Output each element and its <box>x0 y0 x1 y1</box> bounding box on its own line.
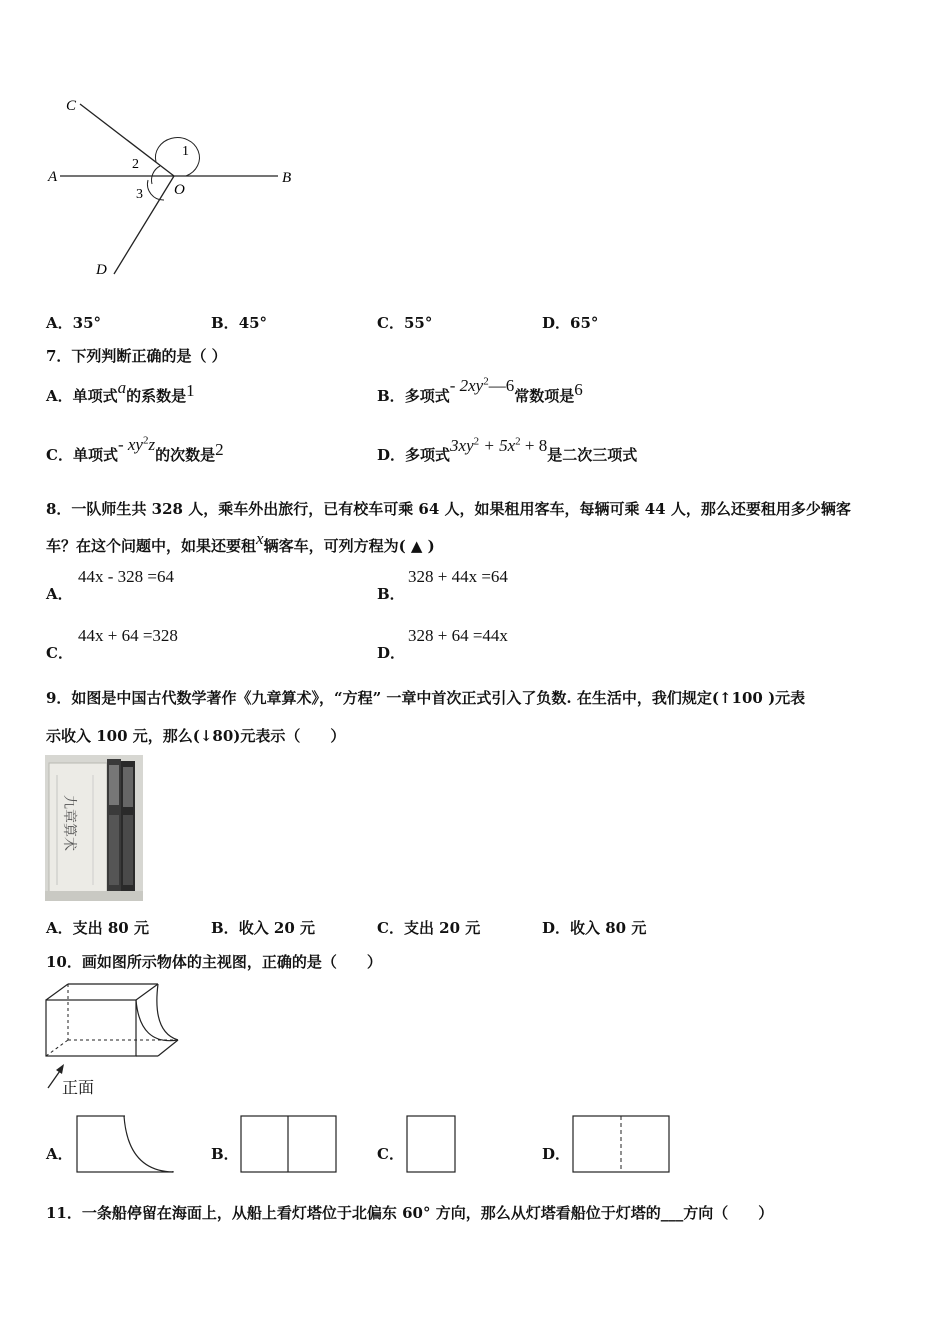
option-text: 常数项是 <box>514 387 575 405</box>
q10-option-b-figure[interactable] <box>240 1115 338 1175</box>
q10-stem: 10．画如图所示物体的主视图，正确的是（ ） <box>46 953 382 971</box>
q6-option-b[interactable] <box>211 312 267 333</box>
option-text: 多项式 <box>405 446 451 464</box>
option-text: 35° <box>72 314 102 332</box>
label-o: O <box>174 182 185 198</box>
angle-figure <box>40 92 310 287</box>
q8-stem-line2: 车？在这个问题中，如果还要租x辆客车，可列方程为( ▲ ) <box>46 529 435 555</box>
math-expression: - $2xy^2—6$ <box>449 375 515 395</box>
q10-option-d-letter[interactable]: D． <box>542 1145 571 1163</box>
option-text: 支出 20 元 <box>403 919 481 937</box>
option-letter: B． <box>377 387 405 405</box>
option-text: 收入 20 元 <box>238 919 316 937</box>
q8-option-a-letter[interactable]: A． <box>46 585 73 603</box>
option-letter: B． <box>211 314 239 332</box>
option-text: 65° <box>570 314 599 332</box>
q7-stem: 7．下列判断正确的是（ ） <box>46 347 227 365</box>
option-letter: A． <box>46 387 73 405</box>
option-letter: D． <box>542 314 571 332</box>
label-a: A <box>48 169 58 185</box>
q10-option-c-figure[interactable] <box>406 1115 458 1175</box>
option-text: 多项式 <box>404 387 450 405</box>
option-text: 支出 80 元 <box>72 919 149 937</box>
math-value: 1 <box>186 381 195 400</box>
option-text: 的次数是 <box>155 446 216 464</box>
front-view-label: 正面 <box>62 1078 95 1097</box>
q10-option-a-figure[interactable] <box>76 1115 176 1175</box>
q8-option-c-letter[interactable]: C． <box>46 644 73 662</box>
label-d: D <box>96 262 107 278</box>
option-letter: D． <box>377 446 406 464</box>
option-text: 是二次三项式 <box>547 446 638 464</box>
q9-option-b[interactable] <box>211 917 315 938</box>
option-text: 单项式 <box>72 387 118 405</box>
option-text: 的系数是 <box>126 387 187 405</box>
label-c: C <box>66 98 77 114</box>
math-value: 2 <box>215 440 224 459</box>
option-text: 收入 80 元 <box>570 919 647 937</box>
q8-option-b-equation: 328 + 44x =64 <box>408 567 508 586</box>
q9-option-d[interactable] <box>542 917 646 938</box>
q9-option-a[interactable] <box>46 917 149 938</box>
ray-oc <box>80 104 174 176</box>
label-angle-1: 1 <box>182 144 189 159</box>
q8-option-b-letter[interactable]: B． <box>377 585 405 603</box>
option-letter: A． <box>46 919 73 937</box>
q10-option-a-letter[interactable]: A． <box>46 1145 73 1163</box>
q8-option-d-letter[interactable]: D． <box>377 644 406 662</box>
ray-od <box>114 176 174 274</box>
q10-option-c-letter[interactable]: C． <box>377 1145 404 1163</box>
math-expression: $3xy^2 + 5x^2 + 8$ <box>450 435 548 455</box>
option-letter: B． <box>211 919 239 937</box>
q11-stem: 11．一条船停留在海面上，从船上看灯塔位于北偏东 60° 方向，那么从灯塔看船位于灯塔的___方向（ ） <box>46 1204 774 1222</box>
label-b: B <box>282 170 292 186</box>
q6-option-d[interactable] <box>542 312 598 333</box>
q6-option-a[interactable] <box>46 312 101 333</box>
q7-option-c[interactable] <box>46 434 224 465</box>
q8-option-d-equation: 328 + 64 =44x <box>408 626 508 645</box>
option-text: 单项式 <box>72 446 118 464</box>
q9-stem-line2: 示收入 100 元，那么(↓80)元表示（ ） <box>46 727 346 745</box>
math-expression: - $xy^2z$ <box>117 434 156 454</box>
option-letter: D． <box>542 919 571 937</box>
book-photo <box>45 755 143 901</box>
angle-arc-2 <box>152 166 160 184</box>
q7-option-b[interactable] <box>377 375 583 406</box>
option-letter: C． <box>377 314 404 332</box>
q8-stem-line1: 8．一队师生共 328 人，乘车外出旅行，已有校车可乘 64 人，如果租用客车，每辆可乘 44 人，那么还要租用多少辆客 <box>46 500 851 518</box>
q10-option-d-figure[interactable] <box>572 1115 672 1175</box>
q7-option-d[interactable] <box>377 435 638 465</box>
q10-option-b-letter[interactable]: B． <box>211 1145 239 1163</box>
q7-option-a[interactable] <box>46 378 195 406</box>
option-text: 45° <box>238 314 268 332</box>
label-angle-2: 2 <box>132 157 139 172</box>
q9-option-c[interactable] <box>377 917 480 938</box>
math-value: 6 <box>574 380 583 399</box>
q9-stem-line1: 9．如图是中国古代数学著作《九章算术》，“方程” 一章中首次正式引入了负数. 在生活中，我们规定(↑100 )元表 <box>46 689 806 707</box>
option-text: 55° <box>403 314 433 332</box>
q6-option-c[interactable] <box>377 312 432 333</box>
math-expression: a <box>117 378 127 397</box>
svg-text:九章算术: 九章算术 <box>61 795 76 851</box>
q8-option-c-equation: 44x + 64 =328 <box>78 626 178 645</box>
option-letter: A． <box>46 314 73 332</box>
q8-option-a-equation: 44x - 328 =64 <box>78 567 174 586</box>
option-letter: C． <box>377 919 404 937</box>
option-letter: C． <box>46 446 73 464</box>
angle-arc-1 <box>155 138 199 176</box>
label-angle-3: 3 <box>136 187 143 202</box>
